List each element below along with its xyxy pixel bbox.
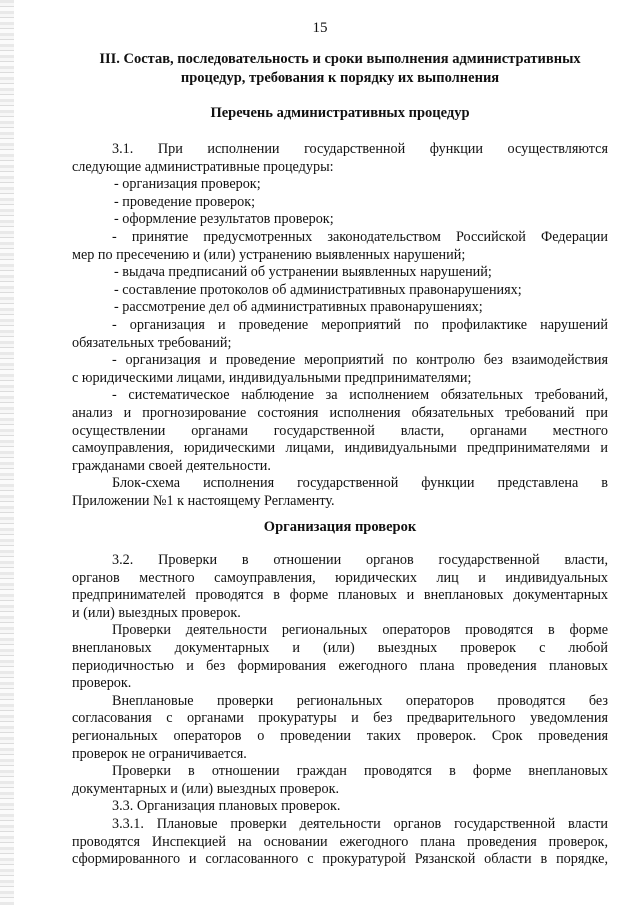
paragraph-line: следующие административные процедуры: <box>72 158 334 175</box>
section-3-1 <box>72 141 608 510</box>
list-item: - составление протоколов об административных правонарушениях; <box>114 281 522 298</box>
paragraph-line: органов местного самоуправления, юридических лиц и индивидуальных <box>72 569 608 586</box>
paragraph-line: Приложении №1 к настоящему Регламенту. <box>72 492 335 509</box>
page-number: 15 <box>312 20 328 36</box>
paragraph-line: периодичностью и без формирования ежегодного плана проведения плановых <box>72 657 608 674</box>
paragraph-line: региональных операторов о проведении таких проверок. Срок проведения <box>72 727 608 744</box>
list-item: - организация и проведение мероприятий по профилактике нарушений <box>112 316 608 333</box>
list-item: самоуправления, юридическими лицами, индивидуальными предпринимателями и <box>72 440 608 457</box>
paragraph-line: Проверки деятельности региональных операторов проводятся в форме <box>112 622 608 639</box>
list-item: - выдача предписаний об устранении выявленных нарушений; <box>114 264 492 281</box>
list-item: - организация проверок; <box>114 176 261 193</box>
paragraph-line: документарных и (или) выездных проверок. <box>72 780 340 797</box>
paragraph-line: Блок-схема исполнения государственной функции представлена в <box>112 475 608 492</box>
list-item: с юридическими лицами, индивидуальными предпринимателями; <box>72 369 472 386</box>
paragraph-line: согласования с органами прокуратуры и без предварительного уведомления <box>72 710 608 727</box>
paragraph-line: предпринимателей проводятся в форме плановых и внеплановых документарных <box>72 587 608 604</box>
section-title: III. Состав, последовательность и сроки выполнения административных процедур, требования к порядку их выполнения <box>99 51 581 86</box>
list-item: обязательных требований; <box>72 334 232 351</box>
list-item: - рассмотрение дел об административных правонарушениях; <box>114 299 483 316</box>
list-item: - организация и проведение мероприятий по контролю без взаимодействия <box>112 352 608 369</box>
org-heading: Организация проверок <box>263 519 417 535</box>
paragraph-line: Проверки в отношении граждан проводятся в форме внеплановых <box>112 763 608 780</box>
scan-edge <box>0 0 14 905</box>
paragraph-line: сформированного и согласованного с прокуратурой Рязанской области в порядке, <box>72 851 608 868</box>
list-item: осуществлении органами государственной власти, органами местного <box>72 422 608 439</box>
list-item: анализ и прогнозирование состояния исполнения обязательных требований при <box>72 404 608 421</box>
list-item: - проведение проверок; <box>114 193 256 210</box>
paragraph-line: внеплановых документарных и (или) выездных проверок с любой <box>72 639 608 656</box>
list-item: мер по пресечению и (или) устранению выявленных нарушений; <box>72 246 466 263</box>
paragraph-line: 3.3. Организация плановых проверок. <box>112 798 341 815</box>
paragraph-line: 3.1. При исполнении государственной функции осуществляются <box>112 141 608 157</box>
list-item: гражданами своей деятельности. <box>72 457 271 474</box>
list-item: - принятие предусмотренных законодательством Российской Федерации <box>112 228 608 245</box>
paragraph-line: и (или) выездных проверок. <box>72 604 241 621</box>
paragraph-line: проверок не ограничивается. <box>72 745 247 762</box>
paragraph-line: 3.2. Проверки в отношении органов государственной власти, <box>112 552 608 568</box>
list-heading: Перечень административных процедур <box>210 105 470 121</box>
list-item: - оформление результатов проверок; <box>114 211 334 228</box>
paragraph-line: Внеплановые проверки региональных операторов проводятся без <box>112 692 608 709</box>
section-3-2 <box>72 552 608 869</box>
paragraph-line: проверок. <box>72 675 132 692</box>
list-item: - систематическое наблюдение за исполнением обязательных требований, <box>112 387 608 404</box>
paragraph-line: 3.3.1. Плановые проверки деятельности органов государственной власти <box>112 815 608 832</box>
paragraph-line: проводятся Инспекцией на основании ежегодного плана проведения проверок, <box>72 833 608 850</box>
